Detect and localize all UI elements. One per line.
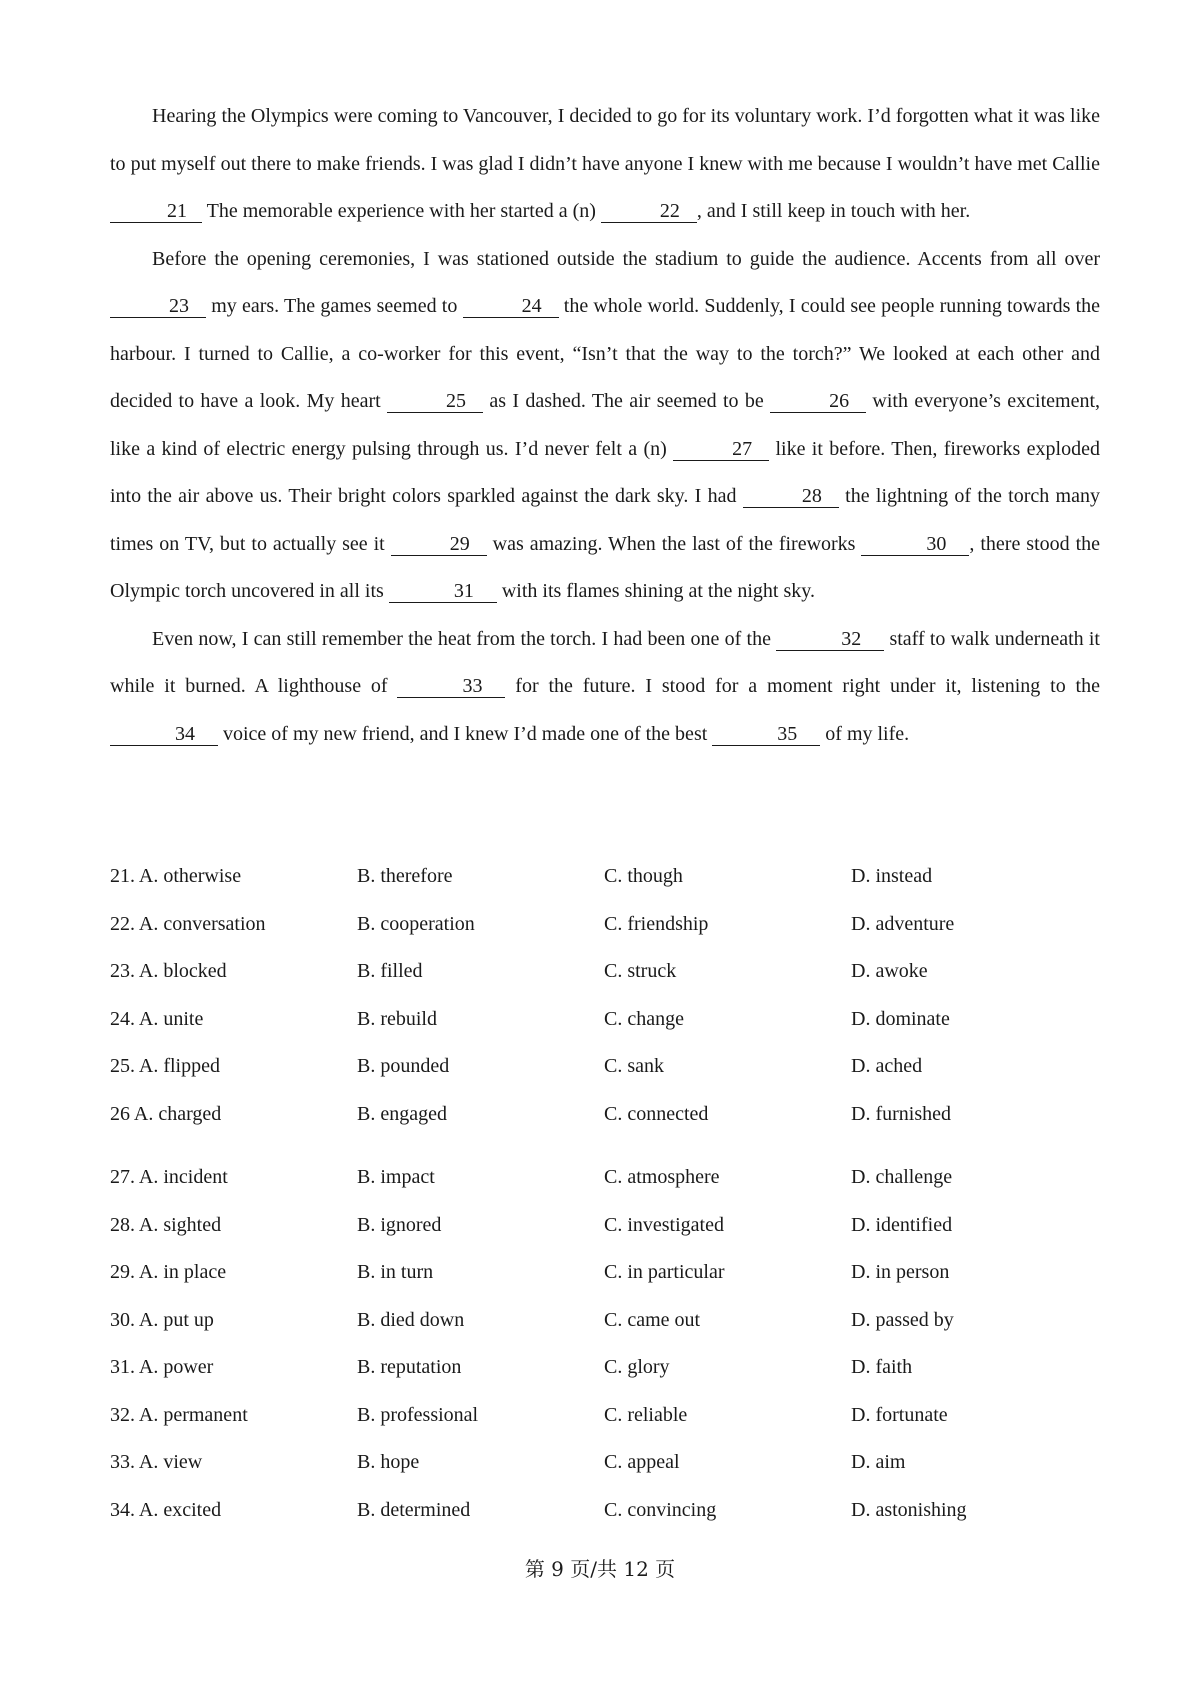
option-d: D. faith — [851, 1356, 913, 1379]
question-row — [110, 853, 1100, 901]
option-d: D. ached — [851, 1055, 923, 1078]
question-row — [110, 996, 1100, 1044]
option-b: B. determined — [357, 1498, 471, 1521]
question-row — [110, 1439, 1100, 1487]
question-row — [110, 1249, 1100, 1297]
option-c: C. struck — [604, 960, 677, 983]
option-a: 25. A. flipped — [110, 1055, 220, 1078]
option-b: B. cooperation — [357, 912, 475, 935]
paragraph-1 — [110, 93, 1100, 236]
option-d: D. astonishing — [851, 1498, 967, 1521]
option-a: 21. A. otherwise — [110, 865, 242, 888]
passage-text: with everyone’s excitement, like a kind of electric energy pulsing through us. I’d never felt a (n) — [110, 390, 1101, 460]
passage-text: staff to walk underneath it while it burned. A lighthouse of — [110, 627, 1100, 697]
option-c: C. friendship — [604, 912, 709, 935]
option-b: B. professional — [357, 1403, 479, 1426]
passage-text: my ears. The games seemed to — [206, 295, 463, 317]
option-c: C. in particular — [604, 1261, 725, 1284]
option-b: B. rebuild — [357, 1007, 437, 1030]
option-d: D. identified — [851, 1213, 953, 1236]
option-c: C. atmosphere — [604, 1166, 720, 1189]
option-a: 29. A. in place — [110, 1261, 227, 1284]
option-b: B. engaged — [357, 1102, 447, 1125]
option-d: D. passed by — [851, 1308, 954, 1331]
paragraph-2 — [110, 236, 1100, 616]
question-row — [110, 1202, 1100, 1250]
question-row — [110, 1043, 1100, 1091]
cloze-passage — [110, 93, 1100, 758]
option-a: 23. A. blocked — [110, 960, 227, 983]
blank-33: 33 — [397, 675, 505, 698]
option-b: B. filled — [357, 960, 423, 983]
option-d: D. dominate — [851, 1007, 950, 1030]
option-a: 32. A. permanent — [110, 1403, 248, 1426]
blank-21: 21 — [110, 200, 202, 223]
option-a: 27. A. incident — [110, 1166, 228, 1189]
blank-26: 26 — [770, 390, 866, 413]
passage-text: , there stood the Olympic torch uncovered in all its — [110, 532, 1101, 602]
blank-35: 35 — [712, 723, 820, 746]
option-a: 22. A. conversation — [110, 912, 266, 935]
blank-31: 31 — [389, 580, 497, 603]
option-c: C. reliable — [604, 1403, 688, 1426]
passage-text: the lightning of the torch many times on TV, but to actually see it — [110, 485, 1100, 555]
blank-22: 22 — [601, 200, 697, 223]
option-b: B. ignored — [357, 1213, 442, 1236]
passage-text: for the future. I stood for a moment right under it, listening to the — [505, 675, 1100, 697]
passage-text: like it before. Then, fireworks exploded into the air above us. Their bright colors sparkled against the dark sky. I had — [110, 437, 1100, 507]
option-c: C. sank — [604, 1055, 664, 1078]
option-c: C. change — [604, 1007, 684, 1030]
option-b: B. in turn — [357, 1261, 434, 1284]
option-d: D. adventure — [851, 912, 955, 935]
option-d: D. awoke — [851, 960, 928, 983]
option-b: B. died down — [357, 1308, 465, 1331]
option-a: 31. A. power — [110, 1356, 214, 1379]
blank-34: 34 — [110, 723, 218, 746]
blank-24: 24 — [463, 295, 559, 318]
passage-text: of my life. — [820, 722, 910, 745]
blank-25: 25 — [387, 390, 483, 413]
question-row — [110, 1091, 1100, 1139]
option-a: 28. A. sighted — [110, 1213, 222, 1236]
page-number: 第 9 页/共 12 页 — [524, 1557, 676, 1581]
question-row — [110, 1154, 1100, 1202]
option-b: B. impact — [357, 1166, 435, 1189]
option-d: D. fortunate — [851, 1403, 948, 1426]
passage-text: Even now, I can still remember the heat from the torch. I had been one of the — [152, 627, 777, 650]
option-c: C. connected — [604, 1102, 709, 1125]
question-row — [110, 1344, 1100, 1392]
passage-text: with its flames shining at the night sky. — [496, 580, 815, 602]
blank-32: 32 — [776, 628, 884, 651]
option-a: 34. A. excited — [110, 1498, 222, 1521]
option-d: D. furnished — [851, 1102, 951, 1125]
option-c: C. though — [604, 865, 683, 888]
option-a: 26 A. charged — [110, 1102, 222, 1125]
option-d: D. instead — [851, 865, 933, 888]
option-a: 24. A. unite — [110, 1007, 204, 1030]
passage-text: as I dashed. The air seemed to be — [483, 390, 771, 412]
blank-29: 29 — [391, 533, 487, 556]
option-c: C. convincing — [604, 1498, 717, 1521]
question-row — [110, 1487, 1100, 1535]
question-row — [110, 901, 1100, 949]
passage-text: voice of my new friend, and I knew I’d made one of the best — [218, 722, 713, 745]
blank-28: 28 — [743, 485, 839, 508]
answer-options — [110, 853, 1100, 1534]
passage-text: Before the opening ceremonies, I was stationed outside the stadium to guide the audience. Accents from all over — [152, 247, 1100, 270]
blank-27: 27 — [673, 438, 769, 461]
option-d: D. in person — [851, 1261, 950, 1284]
option-b: B. reputation — [357, 1356, 462, 1379]
option-d: D. aim — [851, 1451, 906, 1474]
paragraph-3 — [110, 616, 1100, 759]
option-c: C. appeal — [604, 1451, 680, 1474]
passage-text: Hearing the Olympics were coming to Vancouver, I decided to go for its voluntary work. I’d forgotten what it was like to put myself out there to make friends. I was glad I didn’t have anyone I knew with me because I wouldn’t have met Callie — [110, 105, 1100, 175]
question-row — [110, 948, 1100, 996]
option-c: C. investigated — [604, 1213, 724, 1236]
blank-30: 30 — [861, 533, 969, 556]
passage-text: was amazing. When the last of the fireworks — [486, 532, 862, 555]
blank-23: 23 — [110, 295, 206, 318]
passage-text: , and I still keep in touch with her. — [696, 200, 971, 222]
option-a: 30. A. put up — [110, 1308, 214, 1331]
option-a: 33. A. view — [110, 1451, 203, 1474]
option-b: B. therefore — [357, 865, 453, 888]
question-row — [110, 1392, 1100, 1440]
option-c: C. came out — [604, 1308, 701, 1331]
passage-text: The memorable experience with her started a (n) — [202, 200, 601, 222]
option-c: C. glory — [604, 1356, 670, 1379]
passage-text: the whole world. Suddenly, I could see people running towards the harbour. I turned to Callie, a co-worker for this event, “Isn’t that the way to the torch?” We looked at each other and decided to have a look. My heart — [110, 295, 1101, 412]
question-row — [110, 1297, 1100, 1345]
option-b: B. pounded — [357, 1055, 450, 1078]
option-d: D. challenge — [851, 1166, 953, 1189]
option-b: B. hope — [357, 1451, 420, 1474]
